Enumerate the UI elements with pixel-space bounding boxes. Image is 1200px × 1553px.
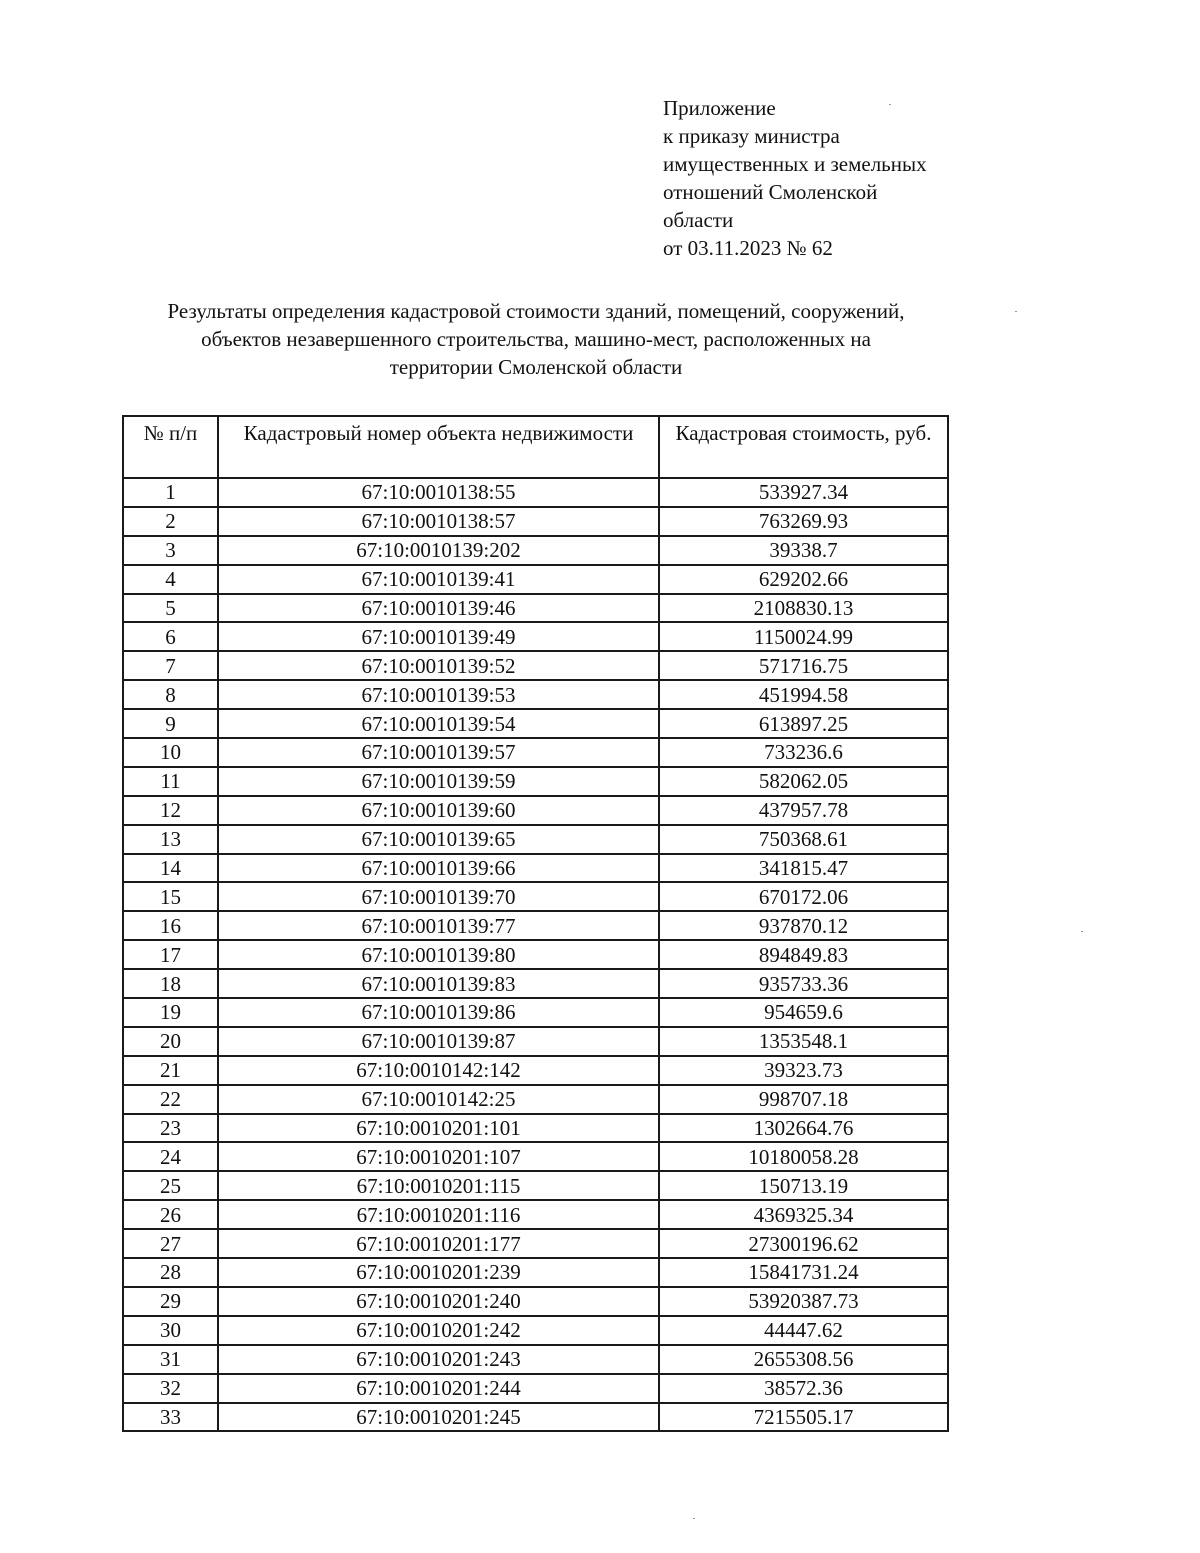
table-row [123, 1142, 948, 1171]
table-row [123, 1200, 948, 1229]
table-row [123, 911, 948, 940]
cadastral-number: 67:10:0010201:245 [218, 1403, 659, 1432]
cadastral-value: 954659.6 [659, 998, 948, 1027]
row-number: 24 [123, 1142, 218, 1171]
row-number: 29 [123, 1287, 218, 1316]
title-line: Результаты определения кадастровой стоимости зданий, помещений, сооружений, [167, 299, 905, 323]
cadastral-number: 67:10:0010142:25 [218, 1085, 659, 1114]
cadastral-number: 67:10:0010139:59 [218, 767, 659, 796]
cadastral-value: 613897.25 [659, 709, 948, 738]
cadastral-number: 67:10:0010139:80 [218, 940, 659, 969]
appendix-line: к приказу министра [663, 124, 840, 148]
row-number: 9 [123, 709, 218, 738]
row-number: 7 [123, 651, 218, 680]
table-row [123, 507, 948, 536]
cadastral-value: 15841731.24 [659, 1258, 948, 1287]
row-number: 31 [123, 1345, 218, 1374]
cadastral-number: 67:10:0010138:57 [218, 507, 659, 536]
cadastral-value: 998707.18 [659, 1085, 948, 1114]
cadastral-value: 7215505.17 [659, 1403, 948, 1432]
cadastral-number: 67:10:0010201:177 [218, 1229, 659, 1258]
row-number: 28 [123, 1258, 218, 1287]
cadastral-value: 763269.93 [659, 507, 948, 536]
appendix-line: имущественных и земельных [663, 152, 927, 176]
table-row [123, 1114, 948, 1143]
table-row [123, 738, 948, 767]
cadastral-value-table [122, 415, 949, 1432]
table-row [123, 478, 948, 507]
cadastral-number: 67:10:0010201:239 [218, 1258, 659, 1287]
cadastral-value: 10180058.28 [659, 1142, 948, 1171]
cadastral-value: 39338.7 [659, 536, 948, 565]
cadastral-number: 67:10:0010139:52 [218, 651, 659, 680]
table-row [123, 767, 948, 796]
cadastral-value: 571716.75 [659, 651, 948, 680]
row-number: 2 [123, 507, 218, 536]
row-number: 22 [123, 1085, 218, 1114]
table-row [123, 1171, 948, 1200]
cadastral-value: 39323.73 [659, 1056, 948, 1085]
table-row [123, 651, 948, 680]
cadastral-value: 437957.78 [659, 796, 948, 825]
cadastral-value: 27300196.62 [659, 1229, 948, 1258]
table-row [123, 854, 948, 883]
cadastral-value: 2655308.56 [659, 1345, 948, 1374]
table-row [123, 1316, 948, 1345]
cadastral-value: 44447.62 [659, 1316, 948, 1345]
row-number: 26 [123, 1200, 218, 1229]
table-row [123, 680, 948, 709]
cadastral-value: 629202.66 [659, 565, 948, 594]
cadastral-number: 67:10:0010139:41 [218, 565, 659, 594]
scan-speck [1015, 311, 1017, 312]
row-number: 30 [123, 1316, 218, 1345]
cadastral-number: 67:10:0010139:57 [218, 738, 659, 767]
row-number: 8 [123, 680, 218, 709]
table-row [123, 536, 948, 565]
scan-speck [889, 104, 891, 105]
cadastral-number: 67:10:0010139:70 [218, 882, 659, 911]
cadastral-number: 67:10:0010139:87 [218, 1027, 659, 1056]
cadastral-number: 67:10:0010201:242 [218, 1316, 659, 1345]
cadastral-value: 150713.19 [659, 1171, 948, 1200]
cadastral-number: 67:10:0010139:65 [218, 825, 659, 854]
row-number: 20 [123, 1027, 218, 1056]
table-row [123, 709, 948, 738]
row-number: 23 [123, 1114, 218, 1143]
table-body [123, 478, 948, 1431]
table-row [123, 1374, 948, 1403]
row-number: 10 [123, 738, 218, 767]
cadastral-value: 894849.83 [659, 940, 948, 969]
cadastral-value: 341815.47 [659, 854, 948, 883]
row-number: 27 [123, 1229, 218, 1258]
cadastral-number: 67:10:0010139:77 [218, 911, 659, 940]
title-line: территории Смоленской области [389, 355, 683, 379]
row-number: 6 [123, 622, 218, 651]
row-number: 17 [123, 940, 218, 969]
row-number: 18 [123, 969, 218, 998]
table-row [123, 1229, 948, 1258]
table-row [123, 1085, 948, 1114]
cadastral-value: 750368.61 [659, 825, 948, 854]
row-number: 4 [123, 565, 218, 594]
cadastral-number: 67:10:0010139:46 [218, 594, 659, 623]
cadastral-value: 670172.06 [659, 882, 948, 911]
cadastral-value: 38572.36 [659, 1374, 948, 1403]
row-number: 3 [123, 536, 218, 565]
scan-speck [1081, 931, 1083, 932]
cadastral-value: 451994.58 [659, 680, 948, 709]
scan-speck [693, 1518, 695, 1519]
table-row [123, 796, 948, 825]
table-row [123, 1403, 948, 1432]
cadastral-value: 733236.6 [659, 738, 948, 767]
row-number: 33 [123, 1403, 218, 1432]
table-row [123, 882, 948, 911]
cadastral-value: 937870.12 [659, 911, 948, 940]
cadastral-number: 67:10:0010201:101 [218, 1114, 659, 1143]
row-number: 15 [123, 882, 218, 911]
cadastral-value: 1302664.76 [659, 1114, 948, 1143]
header-number: № п/п [123, 416, 218, 478]
cadastral-value: 582062.05 [659, 767, 948, 796]
row-number: 5 [123, 594, 218, 623]
row-number: 13 [123, 825, 218, 854]
appendix-line: отношений Смоленской [663, 180, 878, 204]
table-row [123, 998, 948, 1027]
table-row [123, 1258, 948, 1287]
table-row [123, 1287, 948, 1316]
cadastral-value: 1150024.99 [659, 622, 948, 651]
cadastral-number: 67:10:0010139:83 [218, 969, 659, 998]
table-row [123, 825, 948, 854]
cadastral-number: 67:10:0010201:244 [218, 1374, 659, 1403]
cadastral-number: 67:10:0010139:53 [218, 680, 659, 709]
table-row [123, 594, 948, 623]
cadastral-value: 53920387.73 [659, 1287, 948, 1316]
row-number: 11 [123, 767, 218, 796]
cadastral-value: 2108830.13 [659, 594, 948, 623]
table-row [123, 1027, 948, 1056]
row-number: 14 [123, 854, 218, 883]
row-number: 32 [123, 1374, 218, 1403]
cadastral-number: 67:10:0010139:54 [218, 709, 659, 738]
row-number: 21 [123, 1056, 218, 1085]
cadastral-value: 4369325.34 [659, 1200, 948, 1229]
table-row [123, 565, 948, 594]
row-number: 1 [123, 478, 218, 507]
cadastral-number: 67:10:0010201:116 [218, 1200, 659, 1229]
document-title [100, 297, 972, 381]
appendix-line: Приложение [663, 96, 776, 120]
appendix-line: от 03.11.2023 № 62 [663, 236, 833, 260]
cadastral-number: 67:10:0010139:60 [218, 796, 659, 825]
appendix-line: области [663, 208, 734, 232]
table-header-row [123, 416, 948, 478]
cadastral-number: 67:10:0010201:240 [218, 1287, 659, 1316]
title-line: объектов незавершенного строительства, машино-мест, расположенных на [201, 327, 871, 351]
cadastral-number: 67:10:0010139:86 [218, 998, 659, 1027]
table-row [123, 969, 948, 998]
cadastral-number: 67:10:0010139:202 [218, 536, 659, 565]
row-number: 19 [123, 998, 218, 1027]
cadastral-value: 533927.34 [659, 478, 948, 507]
header-cadastral-value: Кадастровая стоимость, руб. [659, 416, 948, 478]
header-cadastral-number: Кадастровый номер объекта недвижимости [218, 416, 659, 478]
cadastral-number: 67:10:0010201:107 [218, 1142, 659, 1171]
cadastral-value: 1353548.1 [659, 1027, 948, 1056]
table-row [123, 940, 948, 969]
row-number: 16 [123, 911, 218, 940]
cadastral-number: 67:10:0010138:55 [218, 478, 659, 507]
row-number: 12 [123, 796, 218, 825]
cadastral-number: 67:10:0010139:66 [218, 854, 659, 883]
appendix-note [663, 94, 927, 262]
table-row [123, 1345, 948, 1374]
cadastral-value: 935733.36 [659, 969, 948, 998]
cadastral-number: 67:10:0010139:49 [218, 622, 659, 651]
cadastral-number: 67:10:0010201:115 [218, 1171, 659, 1200]
cadastral-number: 67:10:0010142:142 [218, 1056, 659, 1085]
row-number: 25 [123, 1171, 218, 1200]
table-row [123, 622, 948, 651]
table-row [123, 1056, 948, 1085]
cadastral-number: 67:10:0010201:243 [218, 1345, 659, 1374]
